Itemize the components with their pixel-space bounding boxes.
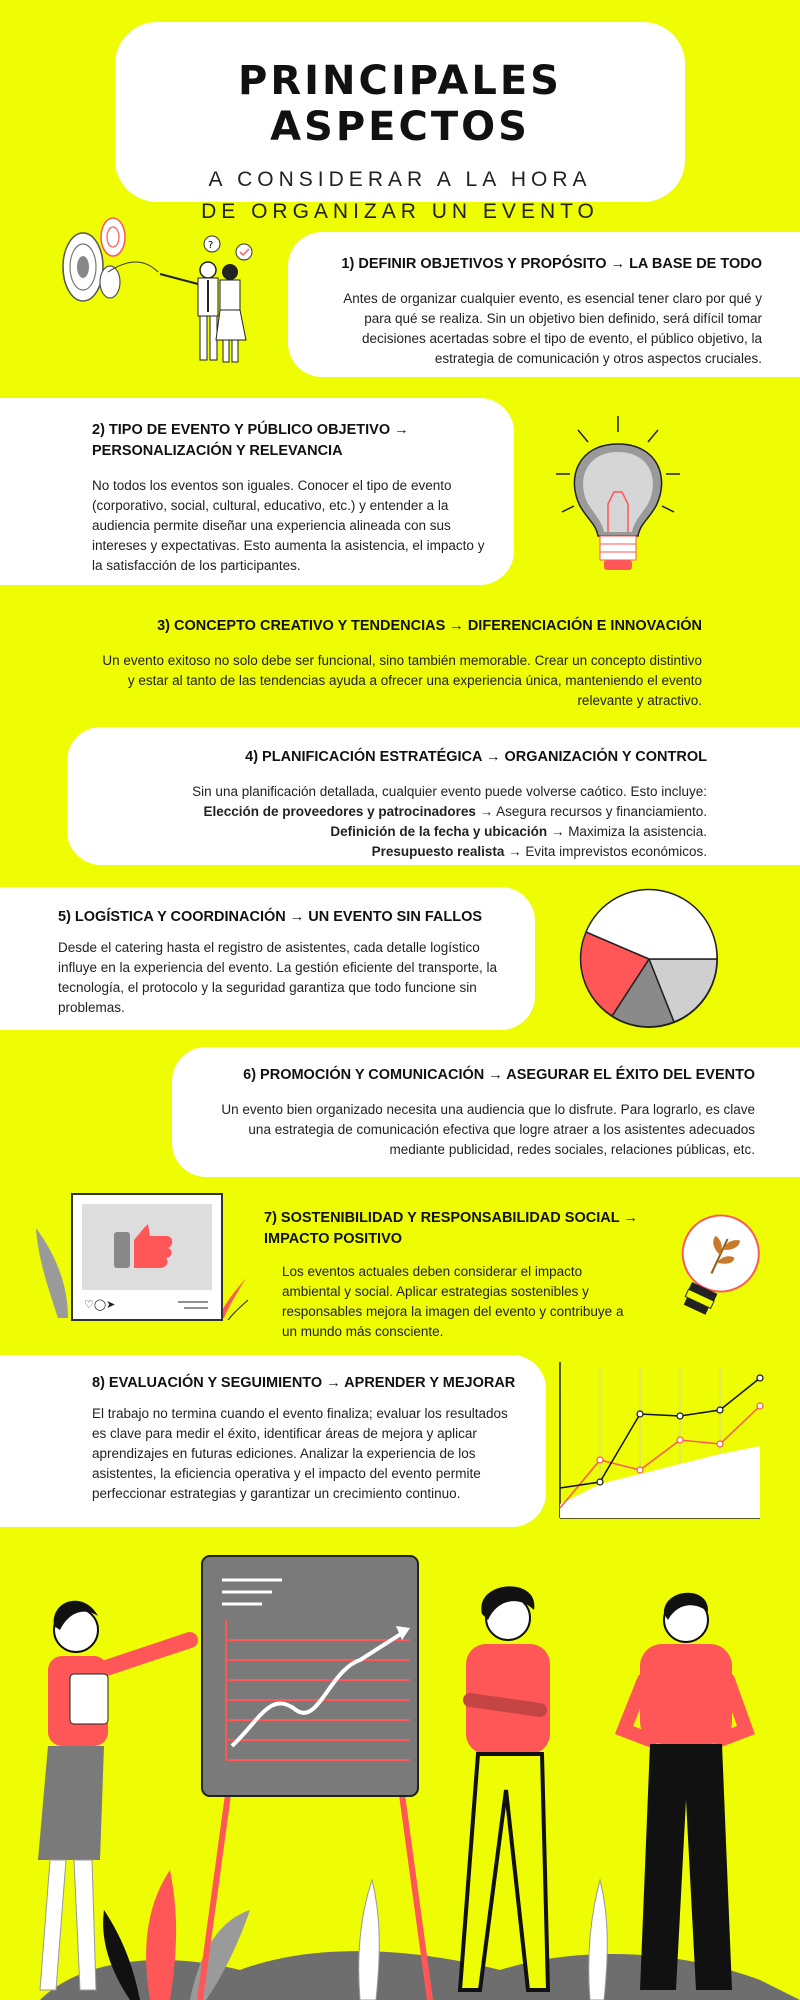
section-7-title: 7) SOSTENIBILIDAD Y RESPONSABILIDAD SOCIAL → IMPACTO POSITIVO — [264, 1210, 638, 1247]
page-title: PRINCIPALES ASPECTOS — [238, 58, 562, 150]
svg-text:♡◯➤: ♡◯➤ — [84, 1298, 116, 1311]
section-5-body: Desde el catering hasta el registro de asistentes, cada detalle logístico influye en la experiencia del evento. La gestión eficiente del transporte, la tecnología, el protocolo y la seguridad garantiza que todo funcione sin problemas. — [58, 940, 498, 1015]
section-4-item-rest: → Maximiza la asistencia. — [547, 824, 707, 839]
target-illustration-icon — [48, 212, 268, 382]
section-5-title: 5) LOGÍSTICA Y COORDINACIÓN → UN EVENTO SIN FALLOS — [58, 909, 483, 925]
section-8-title: 8) EVALUACIÓN Y SEGUIMIENTO → APRENDER Y MEJORAR — [92, 1375, 516, 1391]
section-6-body: Un evento bien organizado necesita una audiencia que lo disfrute. Para lograrlo, es clave una estrategia de comunicación efectiva que logre atraer a los asistentes adecuados mediante publicidad, redes sociales, relaciones públicas, etc. — [221, 1102, 755, 1157]
section-8-card — [0, 1355, 546, 1527]
section-2-body: No todos los eventos son iguales. Conocer el tipo de evento (corporativo, social, cultural, educativo, etc.) y entender a la audiencia permite diseñar una experiencia alineada con sus intereses y expectativas. Esto aumenta la asistencia, el impacto y la satisfacción de los participantes. — [92, 478, 485, 573]
section-4-item-bold: Presupuesto realista — [371, 844, 505, 859]
section-6-card — [172, 1047, 800, 1177]
section-1-title: 1) DEFINIR OBJETIVOS Y PROPÓSITO → LA BASE DE TODO — [341, 256, 762, 272]
section-2-card — [0, 398, 514, 585]
section-4-item-bold: Definición de la fecha y ubicación — [330, 824, 548, 839]
section-6-title: 6) PROMOCIÓN Y COMUNICACIÓN → ASEGURAR EL ÉXITO DEL EVENTO — [243, 1067, 755, 1083]
section-5-card — [0, 887, 535, 1030]
subtitle-line-2: DE ORGANIZAR UN EVENTO — [201, 200, 599, 223]
section-4-item — [97, 822, 707, 842]
lightbulb-icon — [548, 412, 688, 584]
section-3-body: Un evento exitoso no solo debe ser funcional, sino también memorable. Crear un concepto distintivo y estar al tanto de las tendencias ayuda a ofrecer una experiencia única, manteniendo el evento relevante y atractivo. — [102, 653, 702, 708]
section-3-title: 3) CONCEPTO CREATIVO Y TENDENCIAS → DIFERENCIACIÓN E INNOVACIÓN — [157, 618, 702, 634]
section-4-card — [67, 727, 800, 865]
section-4-item-rest: → Asegura recursos y financiamiento. — [475, 804, 707, 819]
section-8-body: El trabajo no termina cuando el evento finaliza; evaluar los resultados es clave para medir el éxito, identificar áreas de mejora y aplicar aprendizajes en futuras ediciones. Analizar la experiencia de los asistentes, la eficiencia operativa y el impacto del evento permite perfeccionar estrategias y garantizar un crecimiento continuo. — [92, 1406, 508, 1501]
social-post-icon — [28, 1188, 248, 1328]
section-4-item — [97, 842, 707, 862]
pie-chart-icon — [574, 884, 724, 1034]
title-card — [115, 22, 685, 223]
section-4-title: 4) PLANIFICACIÓN ESTRATÉGICA → ORGANIZACIÓN Y CONTROL — [245, 749, 707, 765]
line-chart-icon — [554, 1358, 764, 1526]
section-7-body: Los eventos actuales deben considerar el impacto ambiental y social. Aplicar estrategias sostenibles y responsables mejora la imagen del evento y contribuye a un mundo más consciente. — [282, 1264, 624, 1339]
eco-lightbulb-icon — [664, 1210, 764, 1326]
section-4-item — [97, 802, 707, 822]
svg-text:?: ? — [208, 240, 214, 251]
presentation-people-illustration — [0, 1540, 800, 2000]
subtitle-line-1: A CONSIDERAR A LA HORA — [208, 168, 592, 191]
section-4-item-bold: Elección de proveedores y patrocinadores — [203, 804, 476, 819]
section-1-body: Antes de organizar cualquier evento, es esencial tener claro por qué y para qué se realiza. Sin un objetivo bien definido, será difícil tomar decisiones acertadas sobre el tipo de evento, el público objetivo, la estrategia de comunicación y otros aspectos cruciales. — [343, 291, 762, 366]
section-1-card — [288, 232, 800, 377]
section-2-title: 2) TIPO DE EVENTO Y PÚBLICO OBJETIVO → PERSONALIZACIÓN Y RELEVANCIA — [92, 422, 409, 459]
section-7 — [264, 1208, 642, 1342]
section-3 — [100, 616, 702, 711]
section-4-intro: Sin una planificación detallada, cualquier evento puede volverse caótico. Esto incluye: — [192, 784, 707, 799]
section-4-item-rest: → Evita imprevistos económicos. — [504, 844, 707, 859]
